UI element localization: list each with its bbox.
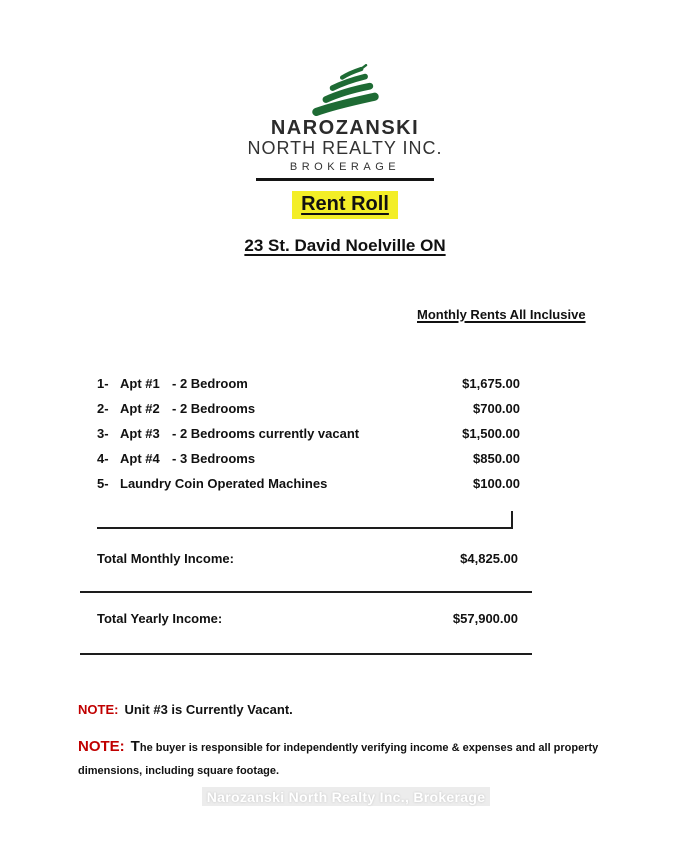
row-number: 1- [97,376,109,391]
note-prefix: NOTE: [78,738,125,755]
row-number: 5- [97,476,109,491]
pine-tree-icon [302,64,388,116]
subtotal-rule [97,511,513,529]
row-amount: $700.00 [473,401,520,416]
row-label: Apt #1 [120,376,160,391]
brokerage-logo [0,64,690,181]
row-number: 3- [97,426,109,441]
row-amount: $100.00 [473,476,520,491]
row-description: - 2 Bedrooms [172,401,256,416]
note-prefix: NOTE: [78,702,119,717]
row-amount: $1,500.00 [462,426,520,441]
rent-row [97,376,520,391]
note-disclaimer [78,733,658,781]
note-text: Unit #3 is Currently Vacant. [124,702,293,717]
brokerage-name: NAROZANSKI [270,117,420,139]
note-text-line1: he buyer is responsible for independently verifying income & expenses and all property [139,742,599,754]
total-monthly-amount: $4,825.00 [460,551,518,566]
note-vacancy [78,702,293,717]
row-label: Apt #3 [120,426,160,441]
divider-rule [80,653,532,655]
total-yearly-amount: $57,900.00 [452,611,518,626]
footer-watermark: Narozanski North Realty Inc., Brokerage [202,787,490,806]
total-monthly-row [97,551,518,566]
row-number: 4- [97,451,109,466]
brokerage-name-line2: NORTH REALTY INC. [247,138,443,158]
rent-row [97,426,520,441]
row-amount: $850.00 [473,451,520,466]
brokerage-label: BROKERAGE [289,160,401,173]
row-description: - 2 Bedroom [172,376,248,391]
row-label: Apt #2 [120,401,160,416]
note-text-line2: dimensions, including square footage. [78,764,280,777]
total-monthly-label: Total Monthly Income: [97,551,234,566]
rent-row [97,401,520,416]
rent-row [97,476,520,491]
row-label: Laundry Coin Operated Machines [120,476,328,491]
property-address: 23 St. David Noelville ON [244,236,446,255]
row-description: - 2 Bedrooms currently vacant [172,426,360,441]
row-number: 2- [97,401,109,416]
total-yearly-label: Total Yearly Income: [97,611,223,626]
rent-row [97,451,520,466]
row-amount: $1,675.00 [462,376,520,391]
note-lead-capital: T [130,738,140,755]
column-header-monthly-rents: Monthly Rents All Inclusive [417,307,586,322]
row-label: Apt #4 [120,451,160,466]
divider-rule [80,591,532,593]
page-title: Rent Roll [292,191,398,219]
total-yearly-row [97,611,518,626]
logo-divider [256,178,434,181]
row-description: - 3 Bedrooms [172,451,256,466]
